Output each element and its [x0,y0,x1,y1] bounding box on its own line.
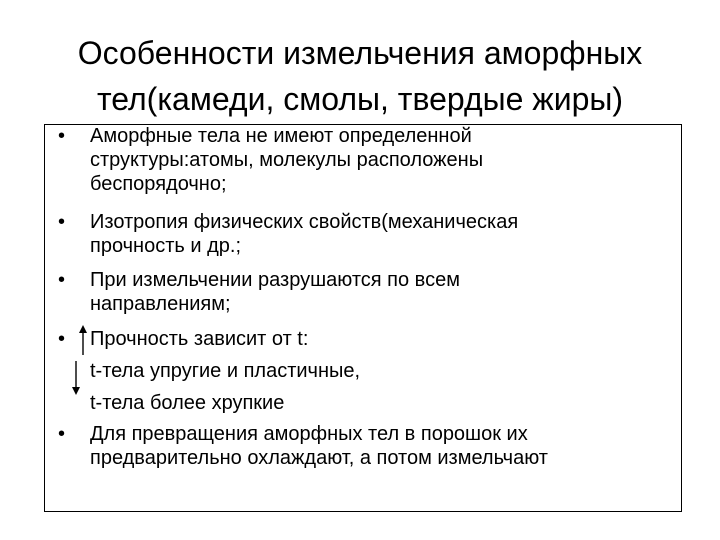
list-item-5 [90,422,670,470]
bullet-marker: • [58,125,66,147]
item-line: структуры:атомы, молекулы расположены [90,149,484,171]
item-line: предварительно охлаждают, а потом измельчают [90,447,548,469]
title-line-2: тел(камеди, смолы, твердые жиры) [96,81,624,117]
item-line: Аморфные тела не имеют определенной [90,125,472,147]
bullet-marker: • [58,423,66,445]
list-item-1 [90,124,670,196]
item-line: беспорядочно; [90,173,227,195]
item-line: При измельчении разрушаются по всем [90,269,460,291]
bullet-marker: • [58,211,66,233]
title-line-1: Особенности измельчения аморфных [77,35,643,71]
item-line: Изотропия физических свойств(механическая [90,211,519,233]
up-down-arrows-icon [70,325,90,397]
sub-line-brittle: t-тела более хрупкие [90,392,285,414]
item-line: Прочность зависит от t: [90,328,309,350]
sub-line-elastic: t-тела упругие и пластичные, [90,360,361,382]
item-line: направлениям; [90,293,231,315]
slide-title [0,30,720,122]
item-line: прочность и др.; [90,235,241,257]
item-line: Для превращения аморфных тел в порошок их [90,423,528,445]
bullet-marker: • [58,269,66,291]
list-item-4 [90,327,670,351]
list-item-2 [90,210,670,258]
bullet-marker: • [58,328,66,350]
list-item-3 [90,268,670,316]
